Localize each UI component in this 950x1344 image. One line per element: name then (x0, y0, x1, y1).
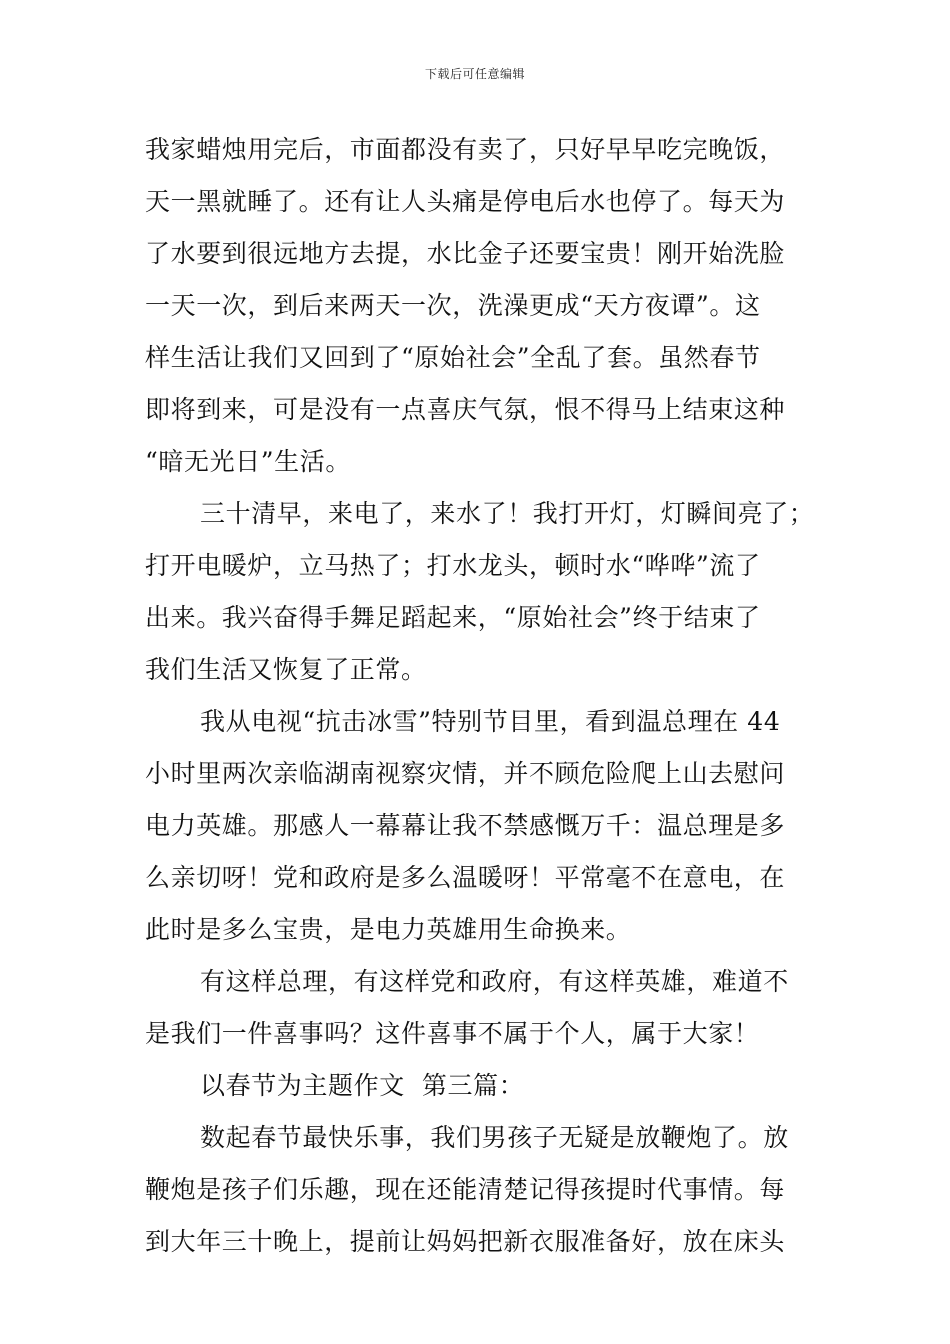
text-line: 一天一次，到后来两天一次，洗澡更成“天方夜谭”。这 (145, 291, 761, 320)
section-heading (145, 1060, 815, 1112)
paragraph-3 (145, 696, 815, 956)
text-line: 了水要到很远地方去提，水比金子还要宝贵！刚开始洗脸 (145, 239, 786, 268)
text-line: 我从电视“抗击冰雪”特别节目里，看到温总理在 44 (200, 707, 781, 736)
document-body (145, 124, 815, 1268)
text-line: 数起春节最快乐事，我们男孩子无疑是放鞭炮了。放 (200, 1123, 789, 1152)
text-line: 电力英雄。那感人一幕幕让我不禁感慨万千：温总理是多 (145, 811, 786, 840)
text-line: 到大年三十晚上，提前让妈妈把新衣服准备好，放在床头 (145, 1227, 786, 1256)
text-line: 我家蜡烛用完后，市面都没有卖了，只好早早吃完晚饭， (145, 135, 786, 164)
text-line: 打开电暖炉，立马热了；打水龙头，顿时水“哗哗”流了 (145, 551, 761, 580)
page-header: 下载后可任意编辑 (424, 67, 525, 81)
text-line: 出来。我兴奋得手舞足蹈起来，“原始社会”终于结束了 (145, 603, 761, 632)
text-line: 有这样总理，有这样党和政府，有这样英雄，难道不 (200, 967, 789, 996)
text-line: 小时里两次亲临湖南视察灾情，并不顾危险爬上山去慰问 (145, 759, 786, 788)
text-line: 鞭炮是孩子们乐趣，现在还能清楚记得孩提时代事情。每 (145, 1175, 786, 1204)
text-line: “暗无光日”生活。 (145, 447, 351, 476)
paragraph-4 (145, 956, 815, 1060)
text-line: 即将到来，可是没有一点喜庆气氛，恨不得马上结束这种 (145, 395, 786, 424)
text-line: 是我们一件喜事吗？这件喜事不属于个人，属于大家！ (145, 1019, 760, 1048)
text-line: 我们生活又恢复了正常。 (145, 655, 427, 684)
text-line: 样生活让我们又回到了“原始社会”全乱了套。虽然春节 (145, 343, 761, 372)
text-line: 么亲切呀！党和政府是多么温暖呀！平常毫不在意电，在 (145, 863, 786, 892)
text-line: 此时是多么宝贵，是电力英雄用生命换来。 (145, 915, 632, 944)
paragraph-1 (145, 124, 815, 488)
paragraph-2 (145, 488, 815, 696)
text-line: 天一黑就睡了。还有让人头痛是停电后水也停了。每天为 (145, 187, 786, 216)
section-title: 以春节为主题作文 第三篇： (200, 1071, 525, 1100)
paragraph-5 (145, 1112, 815, 1268)
text-line: 三十清早，来电了，来水了！我打开灯，灯瞬间亮了； (200, 499, 815, 528)
